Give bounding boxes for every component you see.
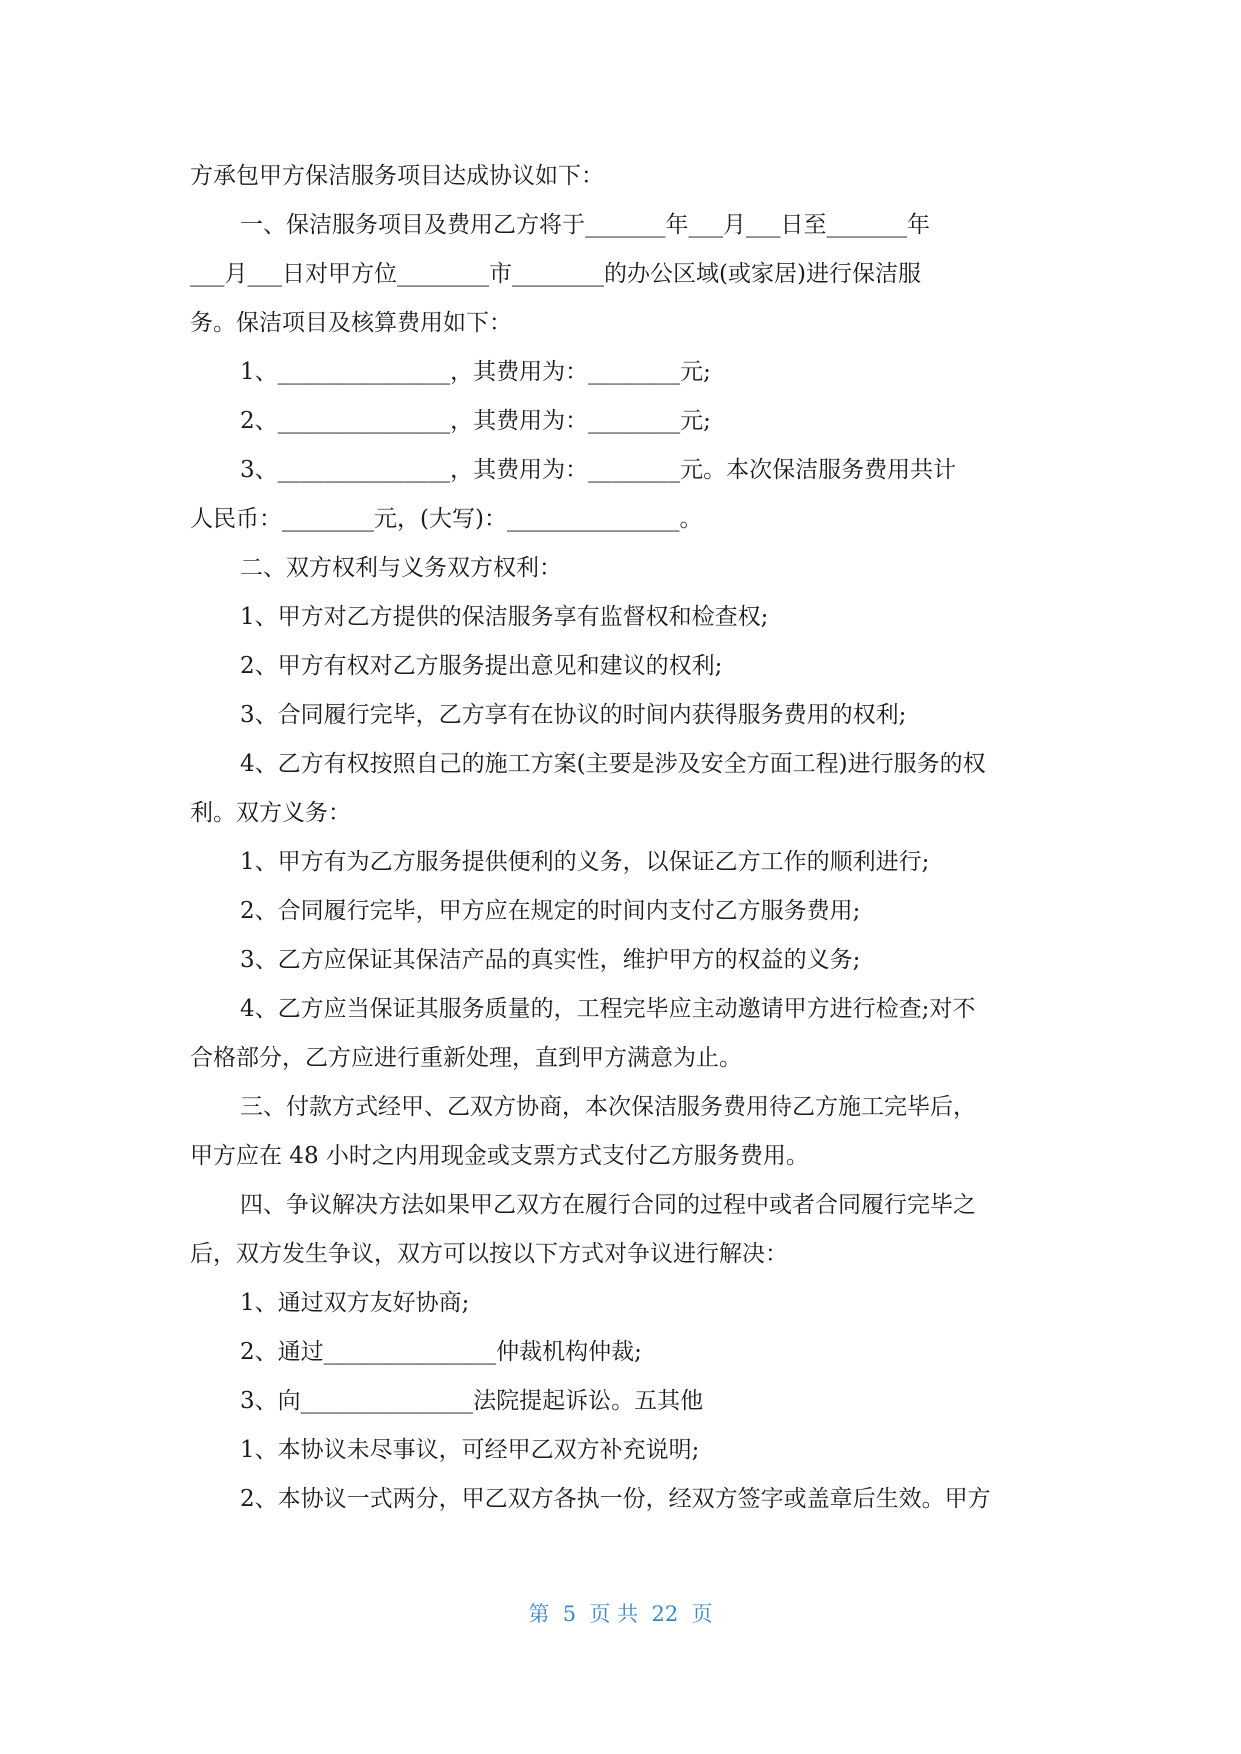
text-line: 3、乙方应保证其保洁产品的真实性，维护甲方的权益的义务; [240, 947, 861, 973]
text-line: 2、通过_______________仲裁机构仲裁; [240, 1339, 642, 1365]
text-line: 利。双方义务： [190, 800, 351, 826]
document-body [190, 152, 1060, 1524]
text-line: 2、甲方有权对乙方服务提出意见和建议的权利; [240, 653, 723, 679]
text-line: 1、本协议未尽事议，可经甲乙双方补充说明; [240, 1437, 700, 1463]
text-line: 2、本协议一式两分，甲乙双方各执一份，经双方签字或盖章后生效。甲方 [240, 1486, 991, 1512]
text-line: 一、保洁服务项目及费用乙方将于_______年___月___日至_______年 [240, 212, 930, 238]
text-line: 后，双方发生争议，双方可以按以下方式对争议进行解决： [190, 1241, 788, 1267]
text-line: 3、_______________，其费用为：________元。本次保洁服务费用共计 [240, 457, 957, 483]
text-line: 二、双方权利与义务双方权利： [240, 555, 562, 581]
page-footer: 第 5 页 共 22 页 [528, 1602, 713, 1626]
text-line: 4、乙方应当保证其服务质量的，工程完毕应主动邀请甲方进行检查;对不 [240, 996, 976, 1022]
text-line: 1、通过双方友好协商; [240, 1290, 470, 1316]
text-line: 1、_______________，其费用为：________元; [240, 359, 711, 385]
text-line: 2、合同履行完毕，甲方应在规定的时间内支付乙方服务费用; [240, 898, 861, 924]
text-line: 1、甲方有为乙方服务提供便利的义务，以保证乙方工作的顺利进行; [240, 849, 930, 875]
text-line: 2、_______________，其费用为：________元; [240, 408, 711, 434]
text-line: 务。保洁项目及核算费用如下： [190, 310, 512, 336]
text-line: 1、甲方对乙方提供的保洁服务享有监督权和检查权; [240, 604, 769, 630]
text-line: 4、乙方有权按照自己的施工方案(主要是涉及安全方面工程)进行服务的权 [240, 751, 986, 777]
text-line: 三、付款方式经甲、乙双方协商，本次保洁服务费用待乙方施工完毕后， [240, 1094, 976, 1120]
text-line: 甲方应在 48 小时之内用现金或支票方式支付乙方服务费用。 [190, 1143, 809, 1169]
text-line: 人民币：________元，(大写)：_______________。 [190, 506, 703, 532]
text-line: 3、合同履行完毕，乙方享有在协议的时间内获得服务费用的权利; [240, 702, 907, 728]
text-line: 四、争议解决方法如果甲乙双方在履行合同的过程中或者合同履行完毕之 [240, 1192, 976, 1218]
text-line: 合格部分，乙方应进行重新处理，直到甲方满意为止。 [190, 1045, 742, 1071]
text-line: ___月___日对甲方位________市________的办公区域(或家居)进行保洁服 [190, 261, 921, 287]
text-line: 3、向_______________法院提起诉讼。五其他 [240, 1388, 704, 1414]
text-line: 方承包甲方保洁服务项目达成协议如下： [190, 163, 604, 189]
